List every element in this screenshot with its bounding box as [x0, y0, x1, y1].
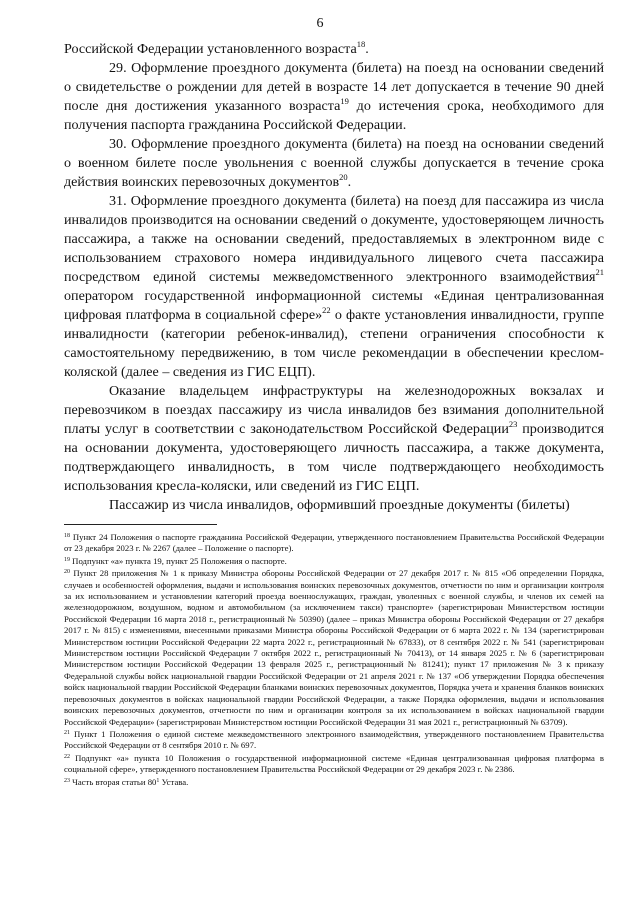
footnotes: [64, 532, 604, 789]
footnote-22: $^{22}$ Подпункт «а» пункта 10 Положения о государственной информационной системе «Единая централизованная цифровая платформа в социальной сфере», утвержденного постановлением Правительства Российской Федерации от 29 декабря 2023 г. № 2386.: [64, 752, 604, 775]
footnote-ref-20[interactable]: 20: [339, 172, 348, 182]
footnote-23: $^{23}$ Часть вторая статьи $80^1$ Устава.: [64, 776, 189, 787]
footnote-divider: [64, 524, 217, 525]
footnote-21: $^{21}$ Пункт 1 Положения о единой системе межведомственного электронного взаимодействия, утвержденного постановлением Правительства Российской Федерации от 8 сентября 2010 г. № 697.: [64, 728, 604, 751]
page-number: 6: [316, 16, 324, 31]
paragraph-continuation: Российской Федерации установленного возраста$^{18}$.: [64, 39, 369, 57]
document-body: [64, 40, 604, 515]
footnote-19: $^{19}$ Подпункт «а» пункта 19, пункт 25 Положения о паспорте.: [64, 555, 287, 566]
footnote-18: $^{18}$ Пункт 24 Положения о паспорте гражданина Российской Федерации, утвержденного постановлением Правительства Российской Федерации от 23 декабря 2023 г. № 2267 (далее – Положение о паспорте).: [64, 532, 604, 554]
footnote-20: $^{20}$ Пункт 28 приложения № 1 к приказу Министра обороны Российской Федерации от 27 декабря 2017 г. № 815 «Об определении Порядка, случаев и особенностей оформления, выдачи и использования воинских перевозочных документов, отчетности по ним и организации контроля за их использованием и установлении категорий проезда военнослужащих, граждан, уволенных с военной службы, и членов их семей на железнодорожном, воздушном, водном и автомобильном (за исключением такси) транспорте» (зарегистрирован Министерством юстиции Российской Федерации 16 марта 2018 г., регистрационный № 50390) (далее – приказ Министра обороны Российской Федерации от 27 декабря 2017 г. № 815) с изменениями, внесенными приказами Министра обороны Российской Федерации от 6 марта 2022 г. № 134 (зарегистрирован Министерством юстиции Российской Федерации 22 марта 2022 г., регистрационный № 67833), от 8 сентября 2022 г. № 541 (зарегистрирован Министерством юстиции Российской Федерации 7 октября 2022 г., регистрационный № 70413), от 14 января 2025 г. № 6 (зарегистрирован Министерством юстиции Российской Федерации 13 февраля 2025 г., регистрационный № 81241); пункт 17 приложения № 3 к приказу Федеральной службы войск национальной гвардии Российской Федерации от 21 апреля 2021 г. № 137 «Об утверждении Порядка обеспечения войск национальной гвардии Российской Федерации бланками воинских перевозочных документов, Порядка учета и хранения бланков воинских перевозочных документов в войсках национальной гвардии Российской Федерации, а также Порядка оформления, выдачи и использования воинских перевозочных документов, отчетности по ним и организации контроля за их использованием в войсках национальной гвардии Российской Федерации» (зарегистрирован Министерством юстиции Российской Федерации 31 мая 2021 г., регистрационный № 63709).: [64, 568, 604, 727]
footnote-ref-19[interactable]: 19: [340, 96, 349, 106]
footnote-ref-22[interactable]: 22: [322, 305, 331, 315]
paragraph-29: 29. Оформление проездного документа (билета) на поезд на основании сведений о свидетельстве о рождении для детей в возрасте 14 лет допускается в течение 90 дней после дня достижения указанного возраста$^{19}$ до истечения срока, необходимого для получения паспорта гражданина Российской Федерации.: [64, 60, 605, 133]
paragraph-passenger: Пассажир из числа инвалидов, оформивший проездные документы (билеты): [109, 497, 570, 513]
paragraph-30: 30. Оформление проездного документа (билета) на поезд на основании сведений о военном билете после увольнения с военной службы допускается в течение срока действия воинских перевозочных документов$^{20}$.: [64, 136, 604, 190]
paragraph-31: 31. Оформление проездного документа (билета) на поезд для пассажира из числа инвалидов производится на основании сведений о документе, удостоверяющем личность пассажира, а также на основании сведений, предоставляемых в электронном виде с использованием страхового номера индивидуального лицевого счета пассажира посредством единой системы межведомственного электронного взаимодействия$^{21}$ оператором государственной информационной системы «Единая централизованная цифровая платформа в социальной сфере»$^{22}$ о факте установления инвалидности, группе инвалидности (категории ребенок-инвалид), степени ограничения способности к самостоятельному передвижению, в том числе рекомендации в обеспечении креслом-коляской (далее – сведения из ГИС ЕЦП).: [64, 193, 604, 380]
footnote-ref-21[interactable]: 21: [595, 267, 604, 277]
footnote-ref-23[interactable]: 23: [508, 419, 518, 429]
paragraph-services: Оказание владельцем инфраструктуры на железнодорожных вокзалах и перевозчиком в поездах пассажиру из числа инвалидов без взимания дополнительной платы услуг в соответствии с законодательством Российской Федерации$^{23}$ производится на основании документа, удостоверяющего личность пассажира, а также документа, подтверждающего инвалидность, в том числе подтверждающего необходимость использования кресла-коляски, или сведений из ГИС ЕЦП.: [64, 383, 604, 494]
footnote-ref-18[interactable]: 18: [356, 39, 366, 49]
